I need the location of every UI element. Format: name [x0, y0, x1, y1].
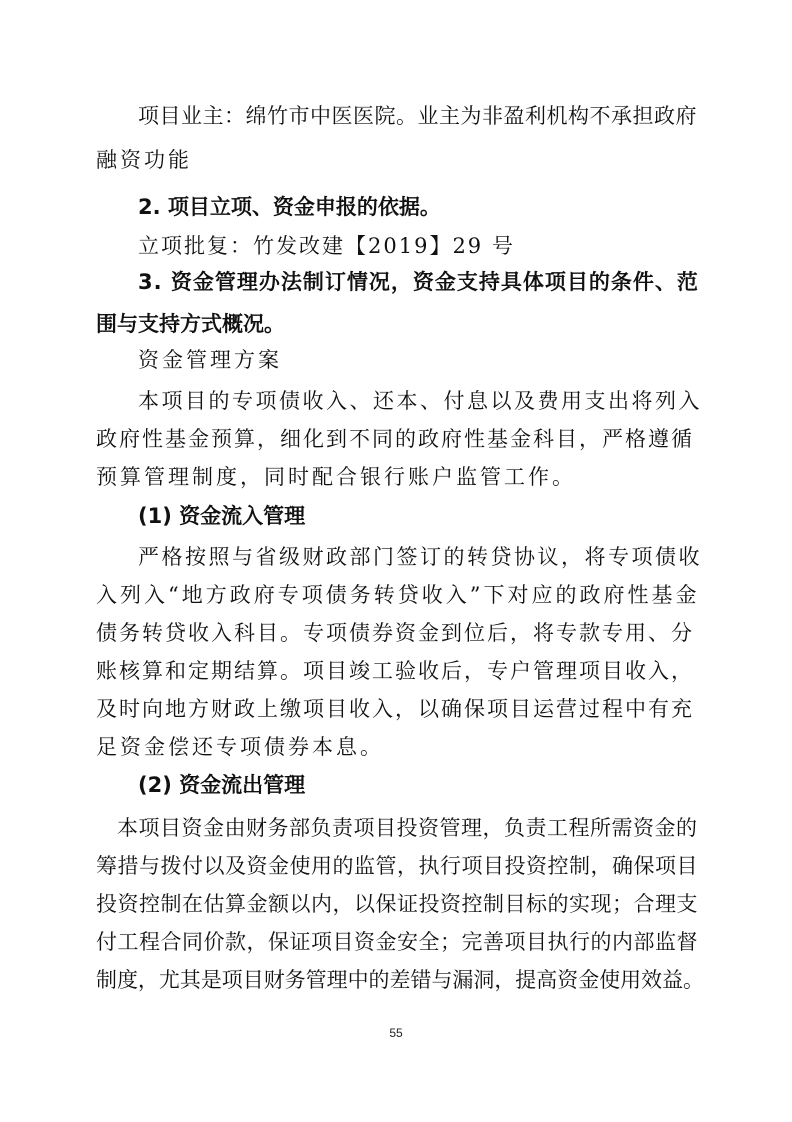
inflow-line-2: 入列入“地方政府专项债务转贷收入”下对应的政府性基金 [96, 583, 700, 607]
inflow-line-1: 严格按照与省级财政部门签订的转贷协议，将专项债收 [138, 545, 702, 569]
inflow-line-6: 足资金偿还专项债券本息。 [96, 735, 384, 759]
inflow-title: (1) 资金流入管理 [138, 504, 306, 528]
owner-line-2: 融资功能 [96, 148, 192, 172]
page-number: 55 [389, 1026, 403, 1040]
outflow-line-2: 筹措与拨付以及资金使用的监管，执行项目投资控制，确保项目 [96, 854, 698, 878]
approval-line: 立项批复：竹发改建【2019】29 号 [138, 234, 515, 258]
outflow-line-4: 付工程合同价款，保证项目资金安全；完善项目执行的内部监督 [96, 930, 698, 954]
outflow-line-5: 制度，尤其是项目财务管理中的差错与漏洞，提高资金使用效益。 [96, 968, 704, 992]
outflow-line-3: 投资控制在估算金额以内，以保证投资控制目标的实现；合理支 [96, 892, 698, 916]
inflow-line-3: 债务转贷收入科目。专项债券资金到位后，将专款专用、分 [96, 621, 694, 645]
plan-body-line-3: 预算管理制度，同时配合银行账户监管工作。 [96, 465, 576, 489]
plan-body-line-1: 本项目的专项债收入、还本、付息以及费用支出将列入 [138, 389, 702, 413]
inflow-line-5: 及时向地方财政上缴项目收入，以确保项目运营过程中有充 [96, 697, 694, 721]
heading-3-line-2: 围与支持方式概况。 [96, 312, 285, 336]
inflow-line-4: 账核算和定期结算。项目竣工验收后，专户管理项目收入， [96, 659, 694, 683]
plan-body-line-2: 政府性基金预算，细化到不同的政府性基金科目，严格遵循 [96, 427, 694, 451]
heading-2: 2. 项目立项、资金申报的依据。 [138, 195, 441, 219]
heading-3-line-1: 3. 资金管理办法制订情况，资金支持具体项目的条件、范 [138, 270, 699, 294]
owner-line-1: 项目业主：绵竹市中医医院。业主为非盈利机构不承担政府 [138, 104, 697, 128]
outflow-title: (2) 资金流出管理 [138, 773, 306, 797]
plan-title: 资金管理方案 [138, 348, 282, 372]
outflow-line-1: 本项目资金由财务部负责项目投资管理，负责工程所需资金的 [117, 816, 698, 840]
